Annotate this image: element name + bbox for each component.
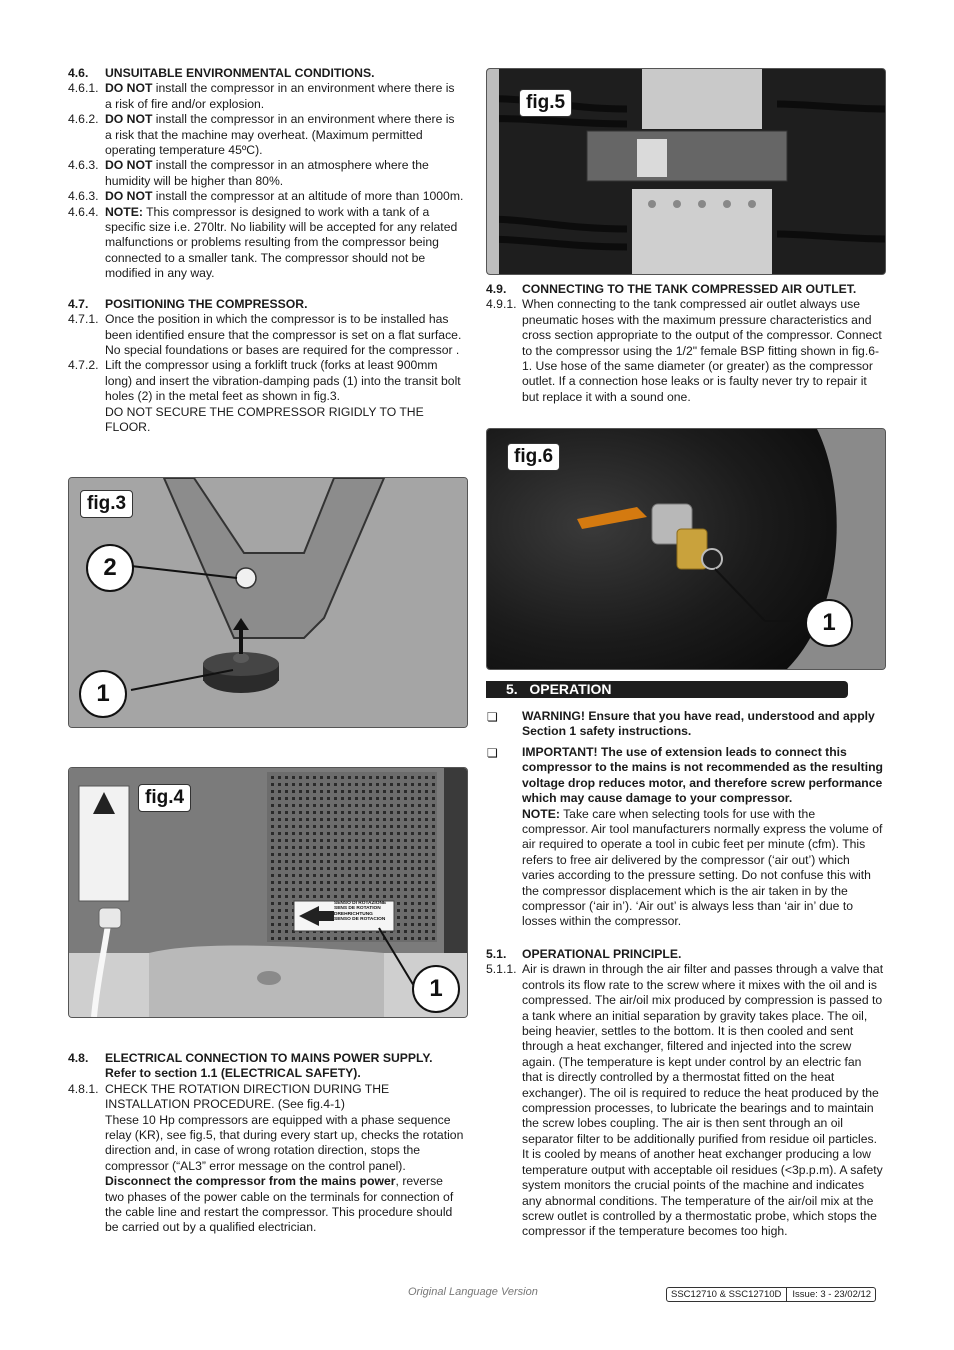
fig4-sticker-line: SENSO DE ROTACION (334, 917, 386, 923)
important-note-block (522, 745, 884, 930)
fig6-callout-1: 1 (805, 599, 853, 647)
paragraph-4-6-item: 4.6.4. NOTE: This compressor is designed to work with a tank of a specific size i.e. 270ltr. No liability will be accepted for any related malfunctions or problems resulting from the compressor being connected to a smaller tank. The compressor should not be modified in any way. (68, 204, 458, 281)
fig6-label: fig.6 (507, 443, 560, 471)
footer-model: SSC12710 & SSC12710D (671, 1289, 782, 1300)
fig5-label: fig.5 (519, 89, 572, 117)
figure-5-phase-relay (486, 68, 886, 275)
section-4-6-list (68, 81, 464, 281)
paragraph-4-6-item: 4.6.1. DO NOT install the compressor in an environment where there is a risk of fire and/or explosion. (68, 81, 455, 111)
fig4-sticker-line: SENS DE ROTATION (334, 906, 381, 912)
fig4-sticker-line: DREHRICHTUNG (334, 911, 373, 917)
note-text: NOTE: Take care when selecting tools for use with the compressor. Air tool manufacturers normally express the volume of air required to operate a tool in cubic feet per minute (cfm). This refers to free air delivered by the compressor (‘air out’) which varies according to the pressure setting. Do not confuse this with the compressor displacement which is the air taken in by the compressor (‘air in’). ‘Air out’ is always less than ‘air in’ due to losses within the compressor. (522, 806, 883, 929)
paragraph-4-7-2-warning: DO NOT SECURE THE COMPRESSOR RIGIDLY TO THE FLOOR. (105, 404, 424, 434)
paragraph-4-7-2-text: Lift the compressor using a forklift truck (forks at least 900mm long) and insert the vibration-damping pads (1) into the transit bolt holes (2) in the metal feet as shown in fig.3. (105, 358, 461, 404)
section-5-1-heading: 5.1. OPERATIONAL PRINCIPLE. (486, 947, 682, 961)
paragraph-4-6-item: 4.6.3. DO NOT install the compressor in an atmosphere where the humidity will be higher than 80%. (68, 158, 429, 188)
footer-issue: Issue: 3 - 23/02/12 (792, 1289, 872, 1300)
figure-4-rotation-label (68, 767, 468, 1018)
bullet-warning: ❏ (487, 710, 498, 724)
fig3-callout-2: 2 (86, 544, 134, 592)
paragraph-4-7-2: 4.7.2. Lift the compressor using a forklift truck (forks at least 900mm long) and insert the vibration-damping pads (1) into the transit bolt holes (2) in the metal feet as shown in fig.3. DO NOT SECURE THE COMPRESSOR RIGIDLY TO THE FLOOR. (68, 358, 464, 435)
important-text: IMPORTANT! The use of extension leads to connect this compressor to the mains is not recommended as the resulting voltage drop reduces motor, and therefore screw performance which may cause damage to your compressor. (522, 745, 883, 806)
section-5-heading: 5. OPERATION (506, 681, 612, 697)
fig3-label: fig.3 (80, 490, 133, 518)
warning-text: WARNING! Ensure that you have read, understood and apply Section 1 safety instructions. (522, 709, 875, 739)
section-4-9-heading: 4.9. CONNECTING TO THE TANK COMPRESSED AIR OUTLET. (486, 282, 857, 296)
left-column-bottom (68, 1051, 464, 1236)
fig4-sticker-line: SENSO DI ROTAZIONE (334, 901, 387, 906)
section-4-8-heading: 4.8. ELECTRICAL CONNECTION TO MAINS POWER SUPPLY. Refer to section 1.1 (ELECTRICAL SAFETY). (68, 1051, 433, 1081)
bullet-important: ❏ (487, 746, 498, 760)
footer-model-issue (666, 1287, 876, 1302)
fig4-label: fig.4 (138, 784, 191, 812)
paragraph-4-6-item: 4.6.2. DO NOT install the compressor in an environment where there is a risk that the machine may overheat. (Maximum permitted operating temperature 45ºC). (68, 112, 455, 158)
section-4-6-heading: 4.6. UNSUITABLE ENVIRONMENTAL CONDITIONS. (68, 66, 375, 80)
fig3-callout-1: 1 (79, 670, 127, 718)
figure-3-vibration-pad (68, 477, 468, 728)
section-5-heading-bar (486, 681, 848, 698)
paragraph-4-8-1-body: These 10 Hp compressors are equipped with a phase sequence relay (KR), see fig.5, that during every start up, checks the rotation direction and, in case of wrong rotation direction, stops the compressor (“AL3” error message on the control panel). Disconnect the compressor from the mains power, reverse two phases of the power cable on the terminals for connection of the cable line and restart the compressor. This procedure should be carried out by a qualified electrician. (105, 1112, 464, 1235)
paragraph-4-9-1: 4.9.1. When connecting to the tank compressed air outlet always use pneumatic hoses with the maximum pressure characteristics and cross section appropriate to the output of the compressor. Connect to the compressor using the 1/2" female BSP fitting shown in fig.6-1. Use hose of the same diameter (or greater) as the compressor outlet. If a connection hose leaks or is faulty never try to repair it but replace it with a sound one. (486, 297, 882, 404)
paragraph-4-6-item: 4.6.3. DO NOT install the compressor at an altitude of more than 1000m. (68, 189, 464, 204)
right-column-top (486, 282, 884, 405)
right-column-bottom (486, 947, 884, 1240)
paragraph-5-1-1: 5.1.1. Air is drawn in through the air filter and passes through a valve that controls its flow rate to the screw where it mixes with the oil and is compressed. The air/oil mix produced by compression is passed to a tank where an initial separation by gravity takes place. The oil, being heavier, settles to the bottom. It is then cooled and sent through a heat exchanger, filtered and injected into the screw again. (The temperature is kept under control by an electric fan that is directly controlled by a thermostat fitted on the heat exchanger). The oil is required to reduce the heat produced by the compression processes, to lubricate the bearings and to maintain the screw lobes coupling. The air is then sent through an oil separator filter to be additionally purified from residue oil particles. It is cooled by means of another heat exchanger producing a low temperature output with acceptable oil residues (<3p.p.m). A safety system monitors the crucial points of the machine and indicates any abnormal conditions. The temperature of the air/oil mix at the screw outlet is controlled by a thermostatic probe, which stops the compressor if the temperature becomes too high. (486, 962, 884, 1239)
footer-language-version: Original Language Version (408, 1286, 538, 1298)
fig4-callout-1: 1 (412, 965, 460, 1013)
figure-6-air-outlet (486, 428, 886, 670)
fig4-rotation-sticker-text (334, 901, 394, 923)
paragraph-4-8-1: 4.8.1. CHECK THE ROTATION DIRECTION DURING THE INSTALLATION PROCEDURE. (See fig.4-1) These 10 Hp compressors are equipped with a phase sequence relay (KR), see fig.5, that during every start up, checks the rotation direction and, in case of wrong rotation direction, stops the compressor (“AL3” error message on the control panel). Disconnect the compressor from the mains power, reverse two phases of the power cable on the terminals for connection of the cable line and restart the compressor. This procedure should be carried out by a qualified electrician. (68, 1081, 464, 1235)
fig4-illustration (69, 768, 467, 1017)
section-4-7-heading: 4.7. POSITIONING THE COMPRESSOR. (68, 296, 308, 311)
paragraph-4-7-1: 4.7.1. Once the position in which the compressor is to be installed has been identified ensure that the compressor is set on a flat surface. No special foundations or bases are required for the compressor . (68, 312, 462, 357)
left-column-top (68, 66, 464, 435)
